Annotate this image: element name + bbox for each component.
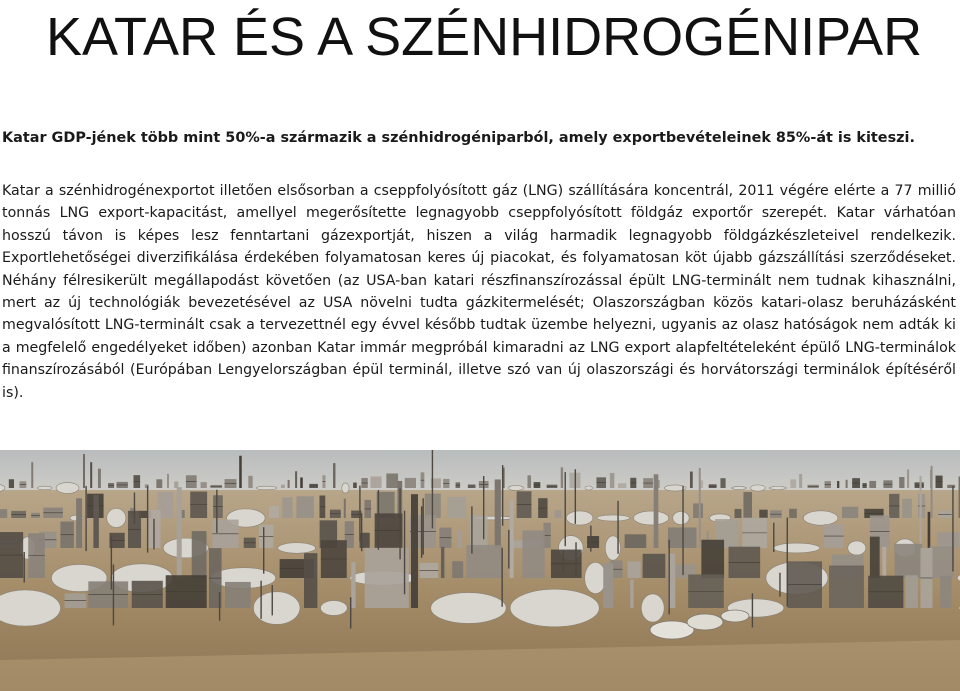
body-text: [2, 180, 956, 404]
industrial-plant-illustration: [0, 450, 960, 691]
slide-title: KATAR ÉS A SZÉNHIDROGÉNIPAR: [46, 7, 923, 67]
body-paragraph: Katar a szénhidrogénexportot illetően elsősorban a cseppfolyósított gáz (LNG) szállítására koncentrál, 2011 végére elérte a 77 millió tonnás LNG export-kapacitást, amellyel megerősítette legnagyobb cseppfolyósított földgáz exportőr szerepét. Katar várhatóan hosszú távon is képes lesz fenntartani gázexportját, hiszen a világ harmadik legnagyobb földgázkészleteivel rendelkezik. Exportlehetőségei diverzifikálása érdekében folyamatosan keres új piacokat, és folyamatosan köt újabb gázszállítási szerződéseket. Néhány félresikerült megállapodást követően (az USA-ban katari részfinanszírozással épült LNG-terminált nem tudnak kihasználni, mert az új technológiák bevezetésével az USA növelni tudta gázkitermelését; Olaszországban közös katari-olasz beruházásként megvalósított LNG-terminált csak a tervezettnél egy évvel később tudtak üzembe helyezni, ugyanis az olasz hatóságok nem adták ki a megfelelő engedélyeket időben) azonban Katar immár megpróbál kimaradni az LNG export alapfeltételeként épülő LNG-terminálok finanszírozásából (Európában Lengyelországban épül terminál, illetve szó van új olaszországi és horvátországi terminálok építéséről is).: [2, 183, 956, 401]
lead-sentence: Katar GDP-jének több mint 50%-a származik a szénhidrogéniparból, amely exportbevételeinek 85%-át is kiteszi.: [2, 130, 915, 146]
lng-plant-photo: [0, 450, 960, 691]
